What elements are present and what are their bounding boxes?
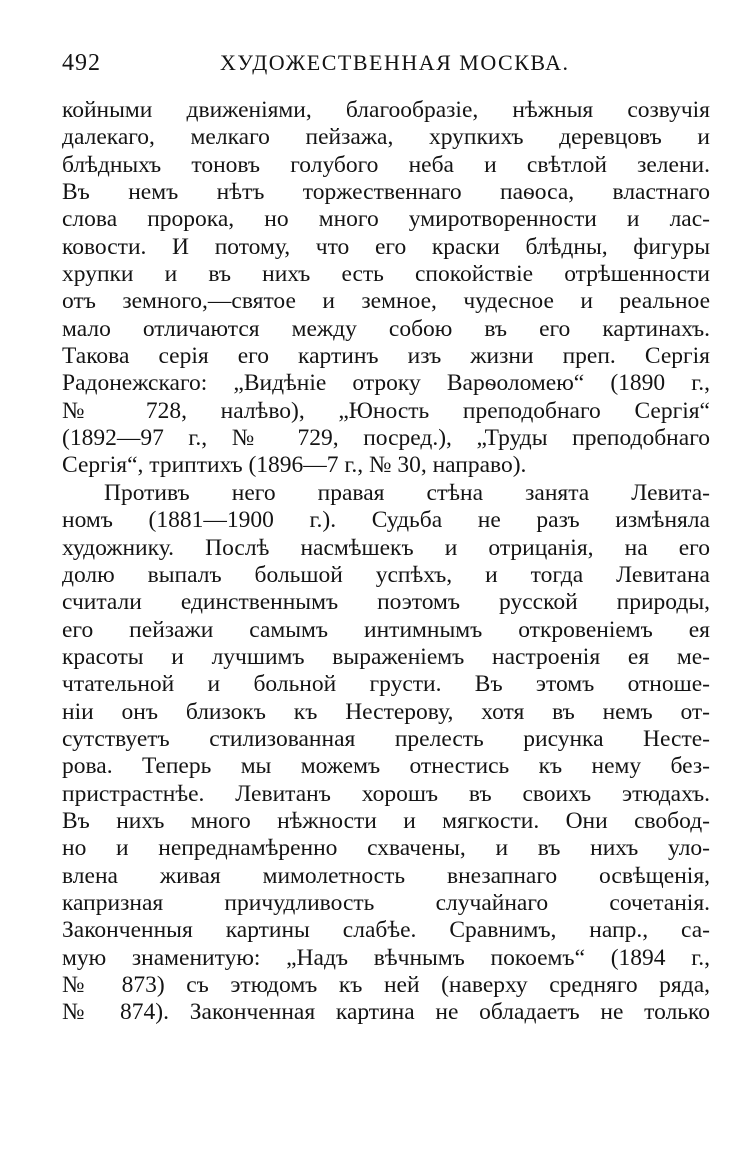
text-line: его пейзажи самымъ интимнымъ откровеніемъ ея — [62, 616, 710, 643]
text-line: номъ (1881—1900 г.). Судьба не разъ измѣняла — [62, 507, 710, 534]
text-line: № 874). Законченная картина не обладаетъ не только — [62, 999, 710, 1026]
text-line: блѣдныхъ тоновъ голубого неба и свѣтлой зелени. — [62, 151, 710, 178]
text-line: влена живая мимолетность внезапнаго освѣщенія, — [62, 862, 710, 889]
text-line: красоты и лучшимъ выраженіемъ настроенія ея ме- — [62, 643, 710, 670]
text-line: Сергія“, триптихъ (1896—7 г., № 30, направо). — [62, 452, 527, 479]
text-line: Въ немъ нѣтъ торжественнаго паѳоса, властнаго — [62, 179, 710, 206]
text-line: но и непреднамѣренно схвачены, и въ нихъ уло- — [62, 835, 710, 862]
text-line: пристрастнѣе. Левитанъ хорошъ въ своихъ этюдахъ. — [62, 780, 710, 807]
text-line: № 728, налѣво), „Юность преподобнаго Сергія“ — [62, 397, 710, 424]
text-line: № 873) съ этюдомъ къ ней (наверху средняго ряда, — [62, 972, 710, 998]
text-line: отъ земного,—святое и земное, чудесное и реальное — [62, 288, 710, 315]
text-line: Законченныя картины слабѣе. Сравнимъ, напр., са- — [62, 917, 710, 944]
text-line: мало отличаются между собою въ его картинахъ. — [62, 315, 710, 342]
text-line: капризная причудливость случайнаго сочетанія. — [62, 889, 710, 916]
running-head: ХУДОЖЕСТВЕННАЯ МОСКВА. — [220, 50, 570, 75]
text-line: далекаго, мелкаго пейзажа, хрупкихъ деревцовъ и — [62, 124, 710, 151]
text-line: койными движеніями, благообразіе, нѣжныя созвучія — [62, 97, 710, 123]
text-line: ковости. И потому, что его краски блѣдны, фигуры — [62, 233, 710, 260]
text-line: чтательной и больной грусти. Въ этомъ отноше- — [62, 671, 710, 698]
text-line: считали единственнымъ поэтомъ русской природы, — [62, 589, 710, 616]
text-line: Радонежскаго: „Видѣніе отроку Варѳоломею“ (1890 г., — [62, 370, 710, 397]
text-line: мую знаменитую: „Надъ вѣчнымъ покоемъ“ (1894 г., — [62, 944, 710, 971]
text-line: художнику. Послѣ насмѣшекъ и отрицанія, на его — [62, 534, 710, 561]
text-line: слова пророка, но много умиротворенности и лас- — [62, 206, 710, 233]
text-line: хрупки и въ нихъ есть спокойствіе отрѣшенности — [62, 261, 710, 288]
page-number: 492 — [62, 50, 101, 76]
text-line: Такова серія его картинъ изъ жизни преп. Сергія — [62, 343, 710, 370]
text-line: ніи онъ близокъ къ Нестерову, хотя въ немъ от- — [62, 698, 710, 725]
body-text — [62, 97, 710, 1027]
text-line: долю выпалъ большой успѣхъ, и тогда Левитана — [62, 561, 710, 588]
text-line: сутствуетъ стилизованная прелесть рисунка Несте- — [62, 725, 710, 752]
text-line: рова. Теперь мы можемъ отнестись къ нему без- — [62, 753, 710, 780]
text-line: Въ нихъ много нѣжности и мягкости. Они свобод- — [62, 807, 710, 834]
text-line: (1892—97 г., № 729, посред.), „Труды преподобнаго — [62, 425, 710, 452]
text-line: Противъ него правая стѣна занята Левита- — [104, 479, 710, 506]
page-header — [62, 50, 710, 80]
